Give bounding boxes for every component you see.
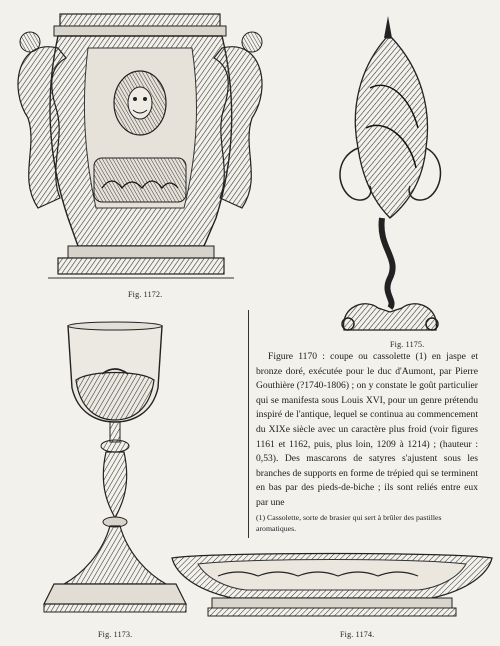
column-divider <box>248 310 249 538</box>
caption-fig-1172: Fig. 1172. <box>128 290 163 299</box>
figure-1174-jardiniere-engraving <box>168 550 496 626</box>
figure-1172-vase-engraving <box>8 8 278 288</box>
figure-1175-shell-vase-engraving <box>330 8 450 338</box>
description-text: Figure 1170 : coupe ou cassolette (1) en jaspe et bronze doré, exécutée pour le duc d'Aumont, par Pierre Gouthière (?1740-1806) ; on y constate le goût particulier qui se manifesta sous Louis XVI, pour un genre prétendu inspiré de l'antique, lequel se continua au commencement du XIXe siècle avec un caractère plus froid (voir figures 1161 et 1162, puis, plus loin, 1209 à 1214) ; (hauteur : 0,53). Des mascarons de satyres s'ajustent sous les branches de supports en forme de trépied qui se terminent en bas par des pieds-de-biche ; ils sont reliés entre eux par une <box>256 351 478 508</box>
caption-fig-1175: Fig. 1175. <box>390 340 425 349</box>
description-paragraph <box>256 350 478 511</box>
footnote: (1) Cassolette, sorte de brasier qui sert à brûler des pastilles aromatiques. <box>256 513 442 533</box>
caption-fig-1173: Fig. 1173. <box>98 630 133 639</box>
caption-fig-1174: Fig. 1174. <box>340 630 375 639</box>
